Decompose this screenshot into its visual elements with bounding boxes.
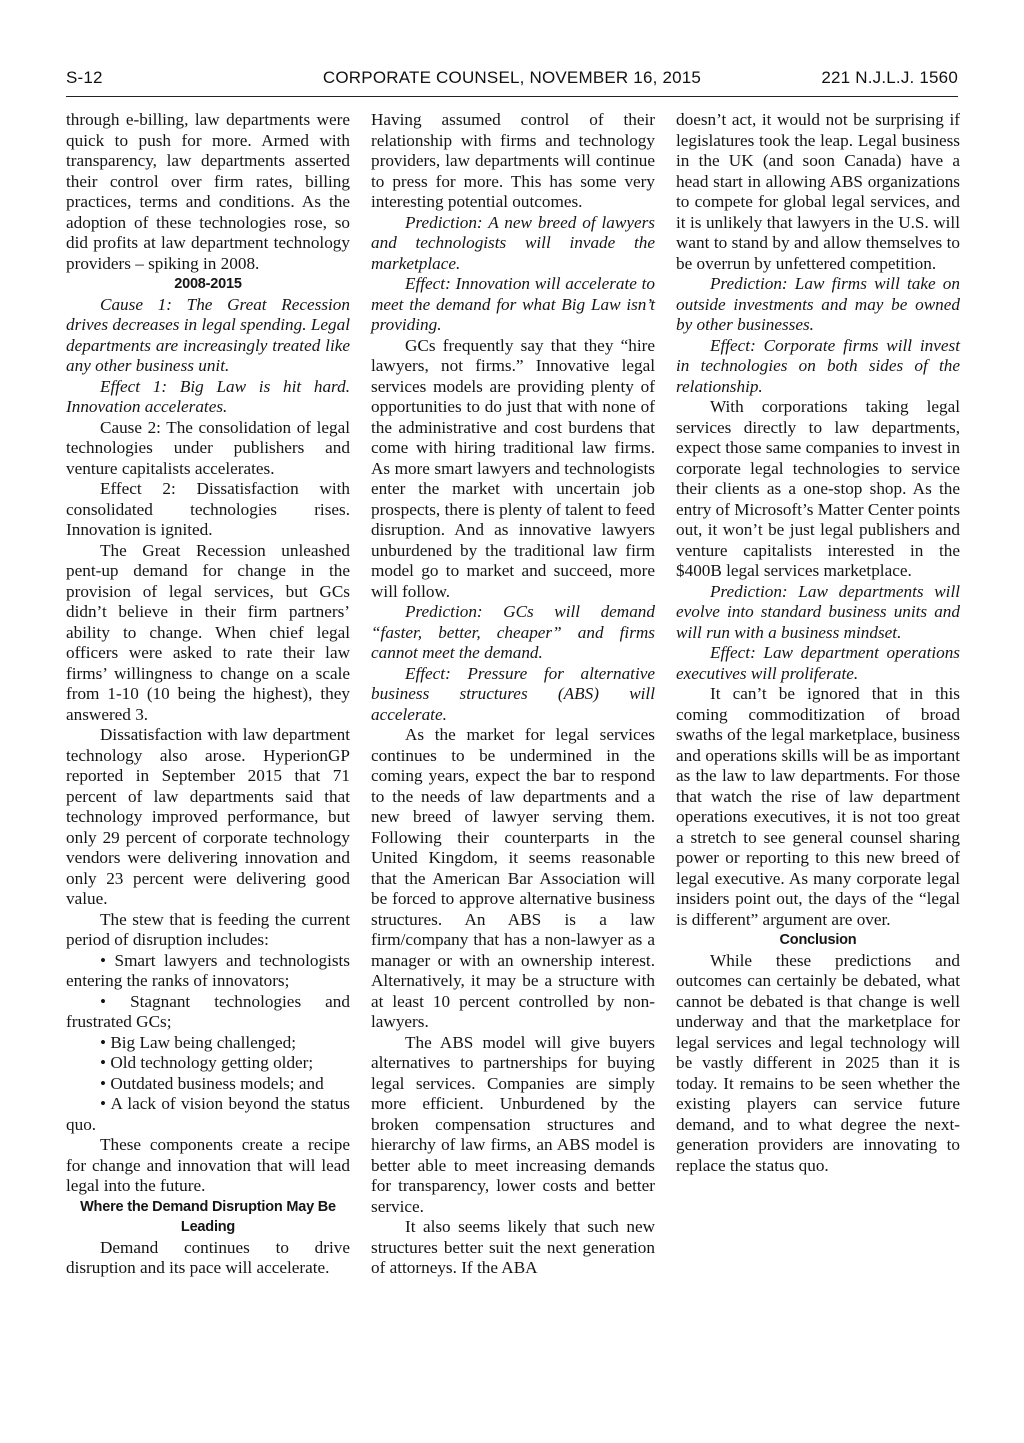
cause-statement: Cause 1: The Great Recession drives decreases in legal spending. Legal departments are increasingly treated like any other business unit. bbox=[66, 294, 350, 375]
paragraph: through e-billing, law departments were quick to push for more. Armed with transparency, law departments asserted their control over firm rates, billing practices, terms and conditions. As the adoption of these technologies rose, so did profits at law department technology providers – spiking in 2008. bbox=[66, 110, 350, 273]
bullet-item: • Outdated business models; and bbox=[100, 1073, 324, 1093]
effect-statement: Effect: Pressure for alternative business structures (ABS) will accelerate. bbox=[371, 663, 655, 724]
paragraph: While these predictions and outcomes can certainly be debated, what cannot be debated is that change is well underway and that the marketplace for legal services and legal technology will be vastly different in 2025 than it is today. It remains to be seen whether the existing players can service future demand, and to what degree the next-generation providers are innovating to replace the status quo. bbox=[676, 950, 960, 1175]
effect-statement: Effect 2: Dissatisfaction with consolidated technologies rises. Innovation is ignited. bbox=[66, 479, 350, 539]
prediction-statement: Prediction: A new breed of lawyers and technologists will invade the marketplace. bbox=[371, 212, 655, 273]
paragraph: GCs frequently say that they “hire lawyers, not firms.” Innovative legal services models are providing plenty of opportunities to do just that with none of the administrative and cost burdens that come with hiring traditional law firms. As more smart lawyers and technologists enter the market with uncertain job prospects, there is plenty of talent to feed disruption. And as innovative lawyers unburdened by the traditional law firm model go to market and succeed, more will follow. bbox=[371, 335, 655, 601]
page-header bbox=[66, 66, 958, 97]
bullet-item: • Big Law being challenged; bbox=[100, 1032, 296, 1052]
paragraph: As the market for legal services continues to be undermined in the coming years, expect the bar to respond to the needs of law departments and a new breed of lawyer serving them. Following their counterparts in the United Kingdom, it seems reasonable that the American Bar Association will be forced to approve alternative business structures. An ABS is a law firm/company that has a non-lawyer as a manager or with an ownership interest. Alternatively, it may be a structure with at least 10 percent controlled by non-lawyers. bbox=[371, 725, 655, 1031]
section-heading: 2008-2015 bbox=[174, 276, 242, 292]
paragraph: It also seems likely that such new structures better suit the next generation of attorneys. If the ABA bbox=[371, 1217, 655, 1277]
cause-statement: Cause 2: The consolidation of legal technologies under publishers and venture capitalists accelerates. bbox=[66, 417, 350, 478]
effect-statement: Effect 1: Big Law is hit hard. Innovation accelerates. bbox=[66, 376, 350, 416]
bullet-item: • Smart lawyers and technologists entering the ranks of innovators; bbox=[66, 950, 350, 990]
paragraph: It can’t be ignored that in this coming commoditization of broad swaths of the legal marketplace, business and operations skills will be as important as the law to law departments. For those that watch the rise of law department operations executives, it is not too great a stretch to see general counsel sharing power or reporting to this new breed of legal executive. As many corporate legal insiders point out, the days of the “legal is different” argument are over. bbox=[676, 684, 960, 929]
page-number: S-12 bbox=[66, 68, 103, 87]
paragraph: The ABS model will give buyers alternatives to partnerships for buying legal services. Companies are simply more efficient. Unburdened by the broken compensation structures and hierarchy of law firms, an ABS model is better able to meet increasing demands for transparency, lower costs and better service. bbox=[371, 1032, 655, 1216]
paragraph: doesn’t act, it would not be surprising if legislatures took the leap. Legal business in the UK (and soon Canada) have a head start in allowing ABS organizations to compete for global legal services, and it is unlikely that lawyers in the U.S. will want to stand by and allow themselves to be overrun by unfettered competition. bbox=[676, 110, 960, 273]
prediction-statement: Prediction: Law departments will evolve into standard business units and will run with a business mindset. bbox=[676, 581, 960, 642]
column-1 bbox=[66, 110, 350, 1279]
column-2 bbox=[371, 110, 655, 1279]
paragraph: Dissatisfaction with law department technology also arose. HyperionGP reported in September 2015 that 71 percent of law departments said that technology improved performance, but only 29 percent of corporate technology vendors were delivering innovation and only 23 percent were delivering good value. bbox=[66, 725, 350, 908]
bullet-item: • A lack of vision beyond the status quo. bbox=[66, 1094, 350, 1134]
bullet-item: • Stagnant technologies and frustrated GCs; bbox=[66, 991, 350, 1031]
paragraph: The stew that is feeding the current period of disruption includes: bbox=[66, 909, 350, 949]
effect-statement: Effect: Innovation will accelerate to meet the demand for what Big Law isn’t providing. bbox=[371, 274, 655, 334]
citation: 221 N.J.L.J. 1560 bbox=[821, 68, 958, 87]
column-3 bbox=[676, 110, 960, 1176]
section-heading: Conclusion bbox=[779, 932, 857, 948]
paragraph: Demand continues to drive disruption and its pace will accelerate. bbox=[66, 1237, 350, 1277]
paragraph: With corporations taking legal services directly to law departments, expect those same companies to invest in corporate legal technologies to service their clients as a one-stop shop. As the entry of Microsoft’s Matter Center points out, it won’t be just legal publishers and venture capitalists interested in the $400B legal services marketplace. bbox=[676, 397, 961, 580]
paragraph: Having assumed control of their relationship with firms and technology providers, law departments will continue to press for more. This has some very interesting potential outcomes. bbox=[371, 110, 655, 211]
bullet-item: • Old technology getting older; bbox=[100, 1053, 314, 1072]
paragraph: These components create a recipe for change and innovation that will lead legal into the future. bbox=[66, 1135, 350, 1195]
section-heading: Where the Demand Disruption May Be Leading bbox=[80, 1198, 336, 1235]
prediction-statement: Prediction: Law firms will take on outside investments and may be owned by other businesses. bbox=[676, 274, 960, 334]
publication-title: CORPORATE COUNSEL, NOVEMBER 16, 2015 bbox=[322, 68, 702, 87]
effect-statement: Effect: Law department operations executives will proliferate. bbox=[676, 643, 960, 683]
prediction-statement: Prediction: GCs will demand “faster, better, cheaper” and firms cannot meet the demand. bbox=[371, 602, 655, 662]
effect-statement: Effect: Corporate firms will invest in technologies on both sides of the relationship. bbox=[676, 335, 960, 396]
paragraph: The Great Recession unleashed pent-up demand for change in the provision of legal services, but GCs didn’t believe in their firm partners’ ability to change. When chief legal officers were asked to rate their law firms’ willingness to change on a scale from 1-10 (10 being the highest), they answered 3. bbox=[66, 540, 350, 724]
